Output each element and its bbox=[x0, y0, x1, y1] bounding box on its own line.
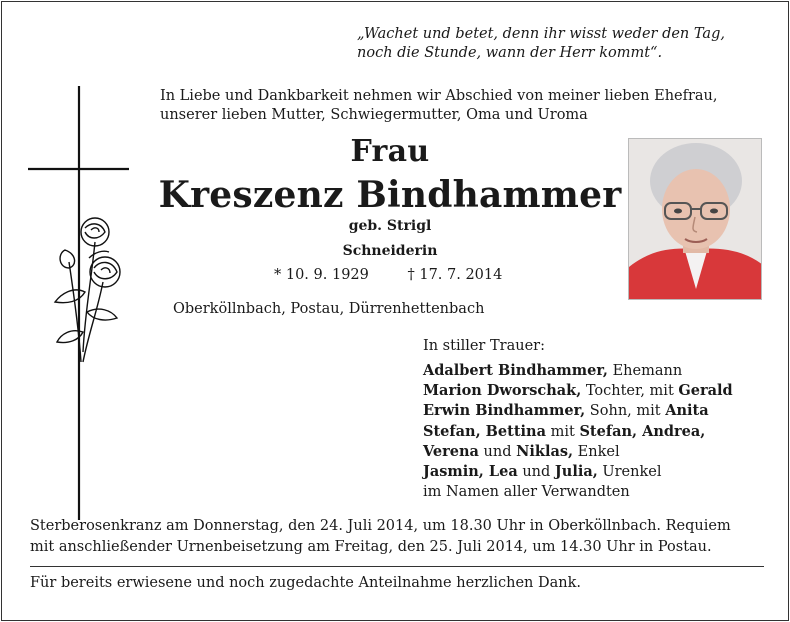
quote-line-2: noch die Stunde, wann der Herr kommt“. bbox=[357, 45, 663, 61]
birth-name: geb. Strigl bbox=[348, 218, 432, 234]
thanks-text: Für bereits erwiesene und noch zugedachte Anteilnahme herzlichen Dank. bbox=[30, 575, 581, 591]
mourning-heading: In stiller Trauer: bbox=[423, 338, 545, 354]
mourner-name: Stefan, Andrea, bbox=[579, 422, 706, 440]
mourner-relation: Ehemann bbox=[607, 363, 683, 379]
mourner-name: Marion Dworschak, bbox=[423, 382, 582, 400]
mourner-name: Erwin Bindhammer, bbox=[423, 402, 586, 420]
mourner-name: Gerald bbox=[678, 382, 733, 400]
mourner-line bbox=[423, 442, 733, 462]
mourner-relation: Urenkel bbox=[597, 464, 662, 481]
intro-line-1: In Liebe und Dankbarkeit nehmen wir Abschied von meiner lieben Ehefrau, bbox=[160, 88, 718, 104]
death-date: † 17. 7. 2014 bbox=[407, 267, 503, 283]
intro-line-2: unserer lieben Mutter, Schwiegermutter, Oma und Uroma bbox=[160, 107, 588, 123]
birth-date: * 10. 9. 1929 bbox=[274, 267, 369, 283]
mourner-name: Jasmin, Lea bbox=[423, 463, 518, 481]
divider bbox=[30, 566, 764, 567]
mourner-relation: mit bbox=[546, 423, 580, 440]
deceased-name: Kreszenz Bindhammer bbox=[158, 174, 622, 216]
mourner-name: Adalbert Bindhammer, bbox=[423, 362, 608, 379]
mourner-line bbox=[423, 401, 733, 421]
mourner-line bbox=[423, 361, 733, 381]
mourner-line bbox=[423, 462, 733, 482]
service-line-2: mit anschließender Urnenbeisetzung am Freitag, den 25. Juli 2014, um 14.30 Uhr in Postau. bbox=[30, 539, 712, 555]
mourner-name: Julia, bbox=[554, 463, 598, 481]
service-info bbox=[30, 516, 770, 558]
mourner-name: Niklas, bbox=[516, 442, 574, 460]
mourner-relation: Enkel bbox=[573, 443, 620, 460]
bible-quote bbox=[357, 25, 725, 63]
quote-line-1: „Wachet und betet, denn ihr wisst weder den Tag, bbox=[357, 26, 725, 42]
mourner-line bbox=[423, 482, 733, 502]
places: Oberköllnbach, Postau, Dürrenhettenbach bbox=[173, 301, 485, 317]
mourner-relation: und bbox=[478, 443, 517, 460]
mourner-relation: im Namen aller Verwandten bbox=[423, 484, 630, 501]
mourners-list bbox=[423, 361, 733, 502]
mourner-name: Verena bbox=[423, 442, 479, 460]
service-line-1: Sterberosenkranz am Donnerstag, den 24. Juli 2014, um 18.30 Uhr in Oberköllnbach. Requiem bbox=[30, 518, 731, 534]
mourner-name: Stefan, Bettina bbox=[423, 422, 546, 440]
mourner-relation: und bbox=[517, 464, 555, 481]
mourner-line bbox=[423, 422, 733, 442]
salutation: Frau bbox=[350, 134, 430, 169]
mourner-relation: Tochter, mit bbox=[581, 383, 679, 400]
portrait-photo bbox=[628, 138, 762, 300]
profession: Schneiderin bbox=[342, 243, 438, 259]
mourner-name: Anita bbox=[665, 402, 709, 420]
mourner-relation: Sohn, mit bbox=[585, 403, 666, 420]
mourner-line bbox=[423, 381, 733, 401]
intro-text bbox=[160, 87, 718, 125]
life-dates bbox=[274, 267, 536, 283]
